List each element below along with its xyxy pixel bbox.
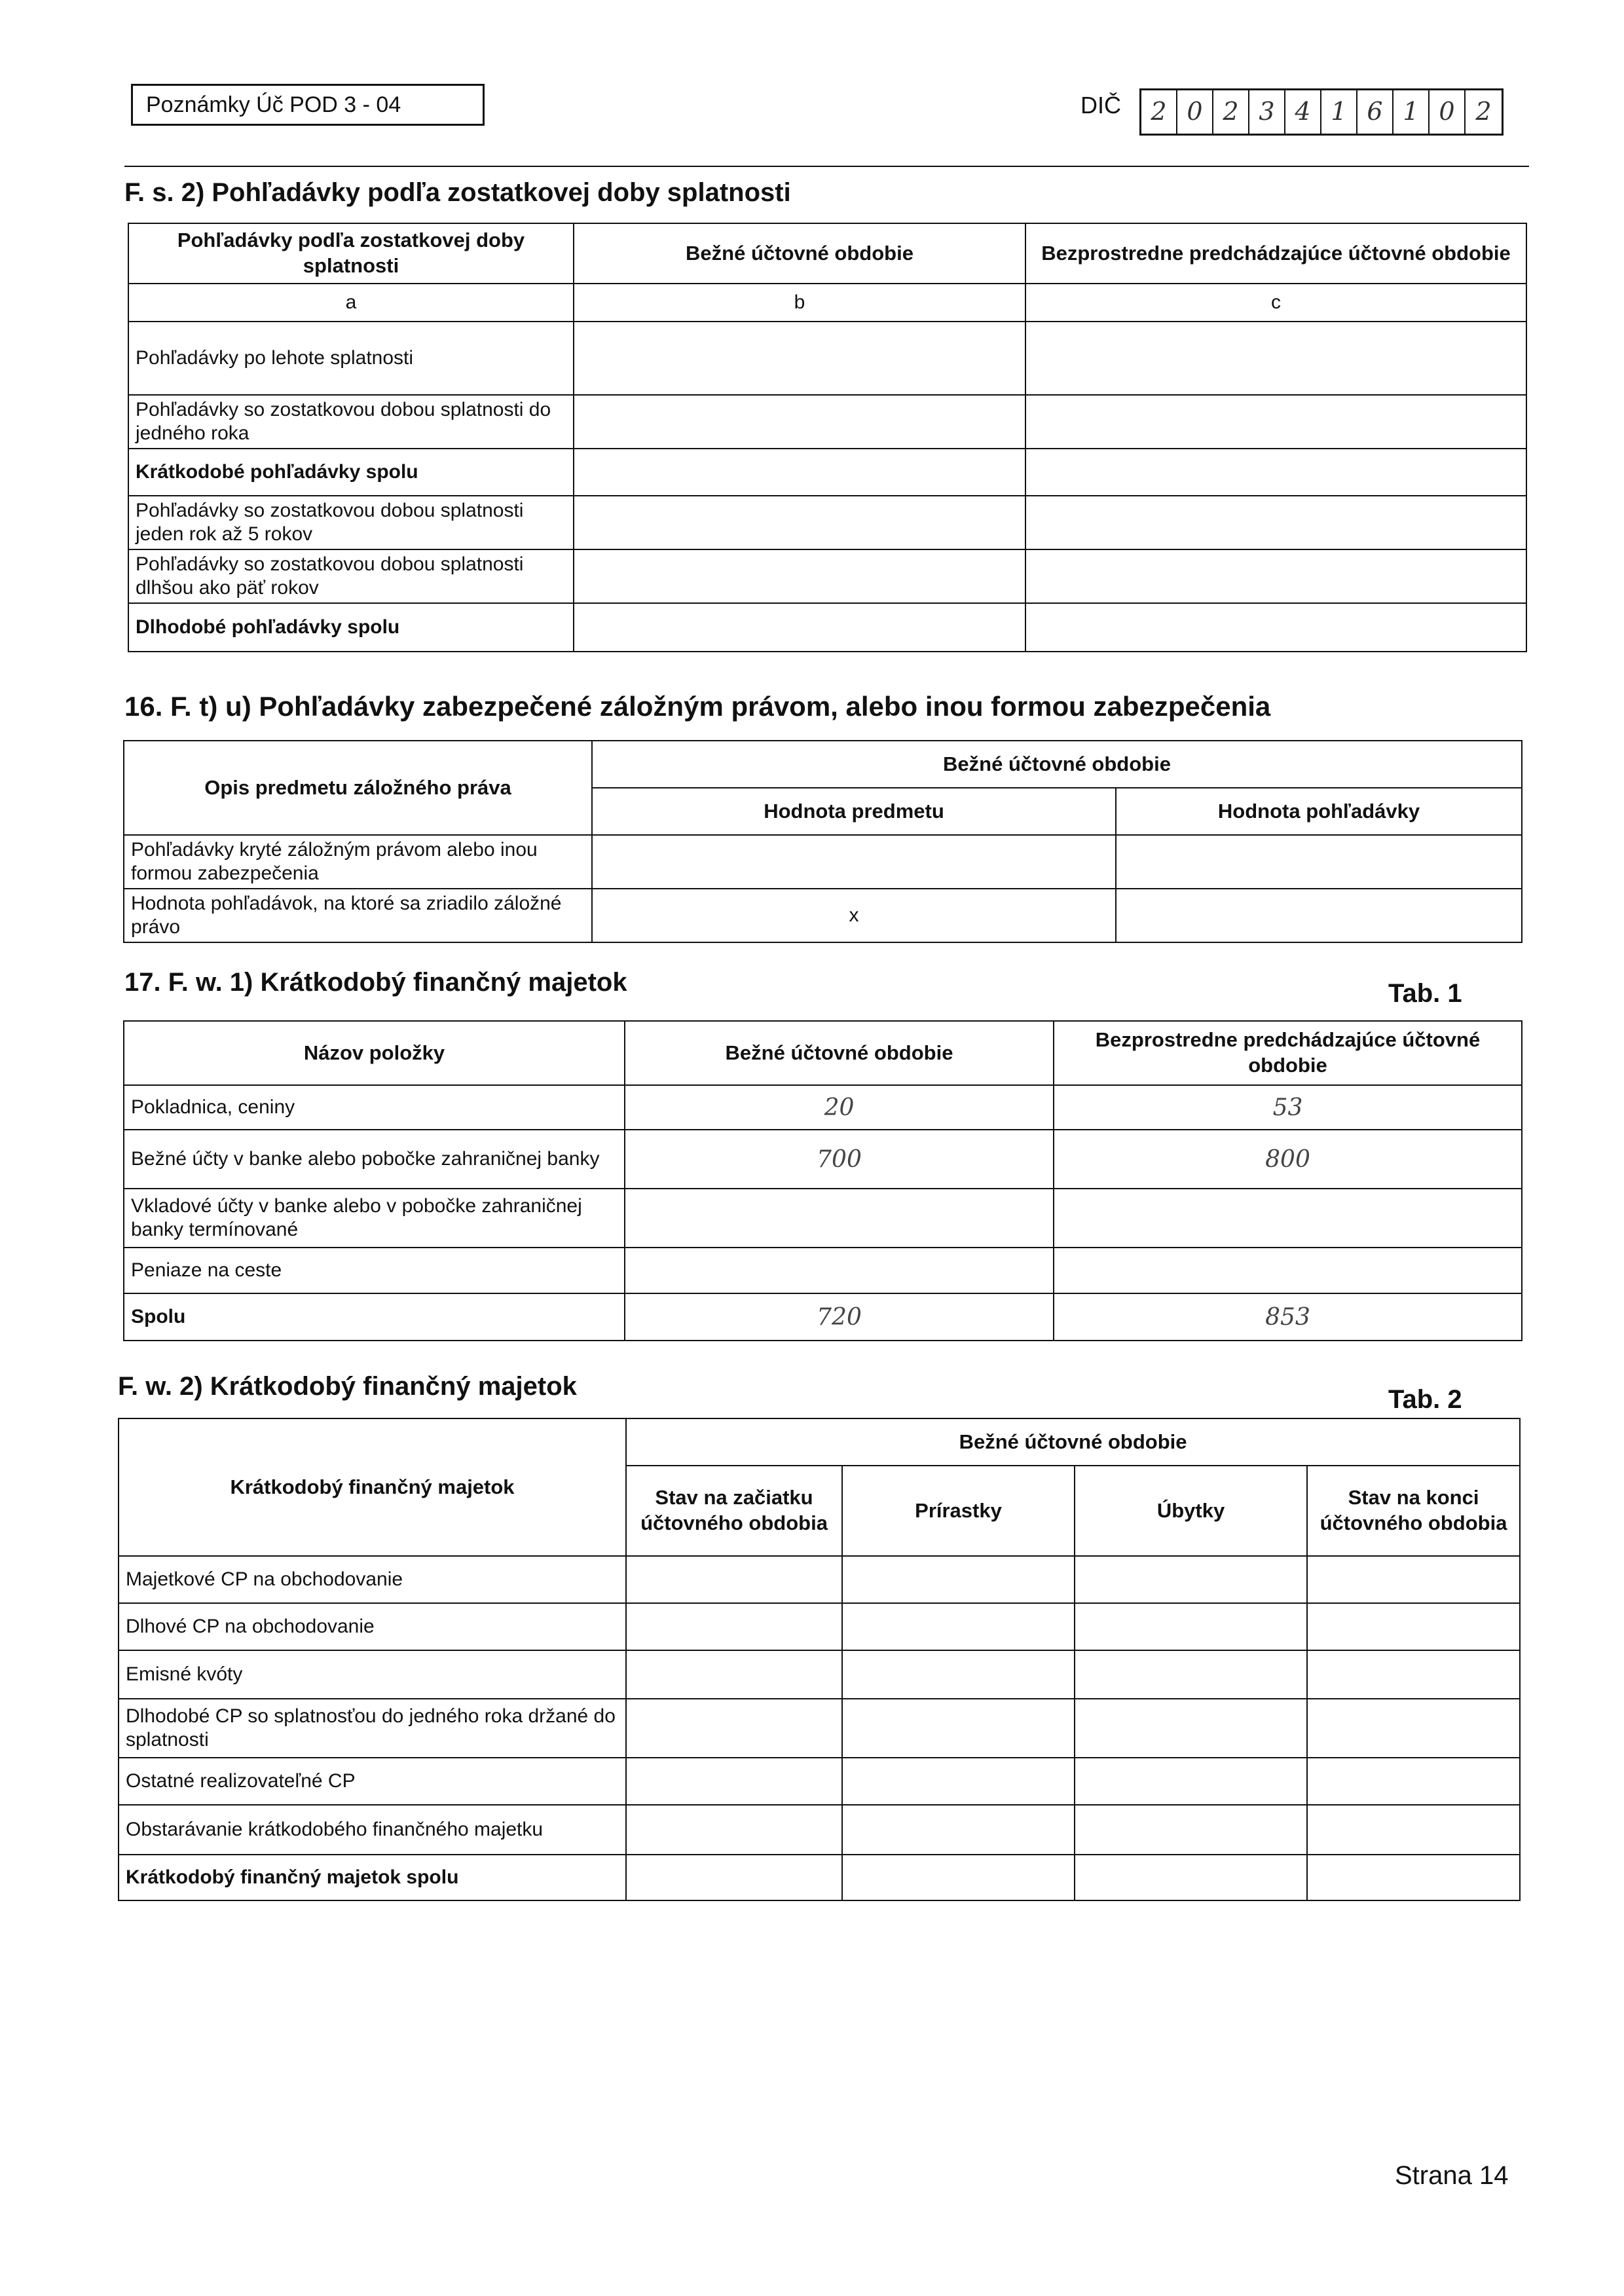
row-label: Majetkové CP na obchodovanie [119, 1556, 626, 1603]
value-cell[interactable] [1116, 889, 1522, 942]
dic-label: DIČ [1080, 92, 1121, 119]
dic-digit[interactable]: 2 [1475, 97, 1492, 126]
value-cell[interactable] [1025, 322, 1526, 395]
col-letter: b [574, 284, 1025, 322]
row-label: Obstarávanie krátkodobého finančného majetku [119, 1805, 626, 1855]
value-cell[interactable] [1307, 1758, 1520, 1805]
value-cell[interactable] [842, 1855, 1075, 1900]
dic-digit[interactable]: 1 [1393, 90, 1430, 134]
row-label: Dlhové CP na obchodovanie [119, 1603, 626, 1650]
row-label: Krátkodobé pohľadávky spolu [128, 449, 574, 496]
value-cell[interactable] [1075, 1758, 1307, 1805]
row-label: Peniaze na ceste [124, 1248, 625, 1293]
value-cell[interactable] [1025, 395, 1526, 449]
row-label: Pohľadávky po lehote splatnosti [128, 322, 574, 395]
value-cell[interactable] [842, 1603, 1075, 1650]
value-cell[interactable] [1307, 1650, 1520, 1699]
col-header-disposals: Úbytky [1075, 1466, 1307, 1556]
short-term-financial-assets-table-2 [118, 1418, 1521, 1901]
col-header-previous-period: Bezprostredne predchádzajúce účtovné obdobie [1054, 1021, 1522, 1085]
value-cell[interactable] [1025, 549, 1526, 603]
col-header-asset-name: Krátkodobý finančný majetok [119, 1418, 626, 1556]
row-label: Pohľadávky so zostatkovou dobou splatnosti do jedného roka [128, 395, 574, 449]
row-label: Hodnota pohľadávok, na ktoré sa zriadilo záložné právo [124, 889, 592, 942]
dic-digit[interactable]: 3 [1249, 90, 1285, 134]
dic-digit[interactable]: 2 [1141, 90, 1177, 134]
value-cell[interactable] [1075, 1805, 1307, 1855]
value-cell[interactable] [574, 496, 1025, 549]
value-cell[interactable] [1075, 1650, 1307, 1699]
value-cell[interactable] [1054, 1248, 1522, 1293]
value-cell[interactable] [1054, 1189, 1522, 1248]
row-label: Pokladnica, ceniny [124, 1085, 625, 1130]
value-cell[interactable] [574, 322, 1025, 395]
value-cell[interactable] [626, 1805, 842, 1855]
dic-digit[interactable]: 6 [1357, 90, 1393, 134]
tab-2-label: Tab. 2 [1388, 1385, 1462, 1414]
value-cell[interactable] [626, 1699, 842, 1758]
value-cell[interactable] [574, 449, 1025, 496]
value-cell[interactable] [625, 1189, 1054, 1248]
value-cell[interactable] [1116, 835, 1522, 889]
col-header-value-receivable: Hodnota pohľadávky [1116, 788, 1522, 835]
value-cell[interactable] [1025, 603, 1526, 652]
value-cell[interactable]: 700 [625, 1130, 1054, 1189]
value-cell[interactable] [842, 1650, 1075, 1699]
dic-digit-boxes [1139, 88, 1504, 136]
row-label: Pohľadávky so zostatkovou dobou splatnosti dlhšou ako päť rokov [128, 549, 574, 603]
value-cell[interactable] [574, 395, 1025, 449]
section-fs2-title: F. s. 2) Pohľadávky podľa zostatkovej doby splatnosti [124, 178, 791, 207]
col-header-closing-balance: Stav na konci účtovného obdobia [1307, 1466, 1520, 1556]
value-cell[interactable] [842, 1805, 1075, 1855]
value-cell[interactable]: 720 [625, 1293, 1054, 1341]
row-label: Vkladové účty v banke alebo v pobočke zahraničnej banky termínované [124, 1189, 625, 1248]
value-cell[interactable] [1307, 1556, 1520, 1603]
value-cell[interactable]: 800 [1054, 1130, 1522, 1189]
value-cell[interactable] [1307, 1603, 1520, 1650]
value-cell[interactable] [1307, 1855, 1520, 1900]
value-cell[interactable] [626, 1603, 842, 1650]
value-cell[interactable] [842, 1699, 1075, 1758]
section-fw2-title: F. w. 2) Krátkodobý finančný majetok [118, 1372, 577, 1401]
value-cell[interactable] [842, 1758, 1075, 1805]
row-label: Spolu [124, 1293, 625, 1341]
secured-receivables-table [123, 740, 1522, 943]
dic-digit[interactable]: 4 [1285, 90, 1321, 134]
col-header-current-period: Bežné účtovné obdobie [574, 223, 1025, 284]
value-cell[interactable] [626, 1556, 842, 1603]
row-label: Pohľadávky so zostatkovou dobou splatnosti jeden rok až 5 rokov [128, 496, 574, 549]
value-cell[interactable] [1075, 1855, 1307, 1900]
col-letter: a [128, 284, 574, 322]
value-cell[interactable] [1307, 1805, 1520, 1855]
row-label: Bežné účty v banke alebo pobočke zahraničnej banky [124, 1130, 625, 1189]
col-header-description: Opis predmetu záložného práva [124, 741, 592, 835]
value-cell[interactable] [625, 1248, 1054, 1293]
header-divider [124, 166, 1529, 167]
col-header-additions: Prírastky [842, 1466, 1075, 1556]
value-cell[interactable] [574, 549, 1025, 603]
row-label: Krátkodobý finančný majetok spolu [119, 1855, 626, 1900]
value-cell[interactable] [592, 835, 1116, 889]
col-header-receivables: Pohľadávky podľa zostatkovej doby splatnosti [128, 223, 574, 284]
page-number: Strana 14 [1395, 2161, 1509, 2190]
receivables-maturity-table [128, 223, 1527, 652]
short-term-financial-assets-table-1 [123, 1020, 1522, 1341]
dic-digit[interactable]: 1 [1321, 90, 1357, 134]
row-label: Emisné kvóty [119, 1650, 626, 1699]
form-code-box: Poznámky Úč POD 3 - 04 [131, 84, 485, 126]
value-cell[interactable] [626, 1855, 842, 1900]
value-cell[interactable]: 53 [1054, 1085, 1522, 1130]
value-cell[interactable] [574, 603, 1025, 652]
value-cell[interactable] [626, 1650, 842, 1699]
dic-digit[interactable]: 2 [1213, 90, 1249, 134]
value-cell[interactable]: x [592, 889, 1116, 942]
col-header-current-period: Bežné účtovné obdobie [592, 741, 1522, 788]
tab-1-label: Tab. 1 [1388, 979, 1462, 1008]
value-cell[interactable]: 853 [1054, 1293, 1522, 1341]
value-cell[interactable] [626, 1758, 842, 1805]
value-cell[interactable] [1025, 496, 1526, 549]
col-header-current-period: Bežné účtovné obdobie [625, 1021, 1054, 1085]
value-cell[interactable] [1075, 1699, 1307, 1758]
value-cell[interactable]: 20 [625, 1085, 1054, 1130]
dic-digit[interactable]: 0 [1177, 90, 1213, 134]
value-cell[interactable] [1307, 1699, 1520, 1758]
col-header-item-name: Názov položky [124, 1021, 625, 1085]
row-label: Ostatné realizovateľné CP [119, 1758, 626, 1805]
col-header-opening-balance: Stav na začiatku účtovného obdobia [626, 1466, 842, 1556]
value-cell[interactable] [1075, 1556, 1307, 1603]
row-label: Pohľadávky kryté záložným právom alebo inou formou zabezpečenia [124, 835, 592, 889]
row-label: Dlhodobé pohľadávky spolu [128, 603, 574, 652]
value-cell[interactable] [842, 1556, 1075, 1603]
value-cell[interactable] [1025, 449, 1526, 496]
col-header-previous-period: Bezprostredne predchádzajúce účtovné obdobie [1025, 223, 1526, 284]
value-cell[interactable] [1075, 1603, 1307, 1650]
section-16-title: 16. F. t) u) Pohľadávky zabezpečené záložným právom, alebo inou formou zabezpečenia [124, 691, 1271, 722]
col-header-value-subject: Hodnota predmetu [592, 788, 1116, 835]
row-label: Dlhodobé CP so splatnosťou do jedného roka držané do splatnosti [119, 1699, 626, 1758]
section-17-title: 17. F. w. 1) Krátkodobý finančný majetok [124, 968, 627, 997]
col-letter: c [1025, 284, 1526, 322]
col-header-current-period: Bežné účtovné obdobie [626, 1418, 1520, 1466]
dic-digit[interactable]: 0 [1430, 90, 1466, 134]
